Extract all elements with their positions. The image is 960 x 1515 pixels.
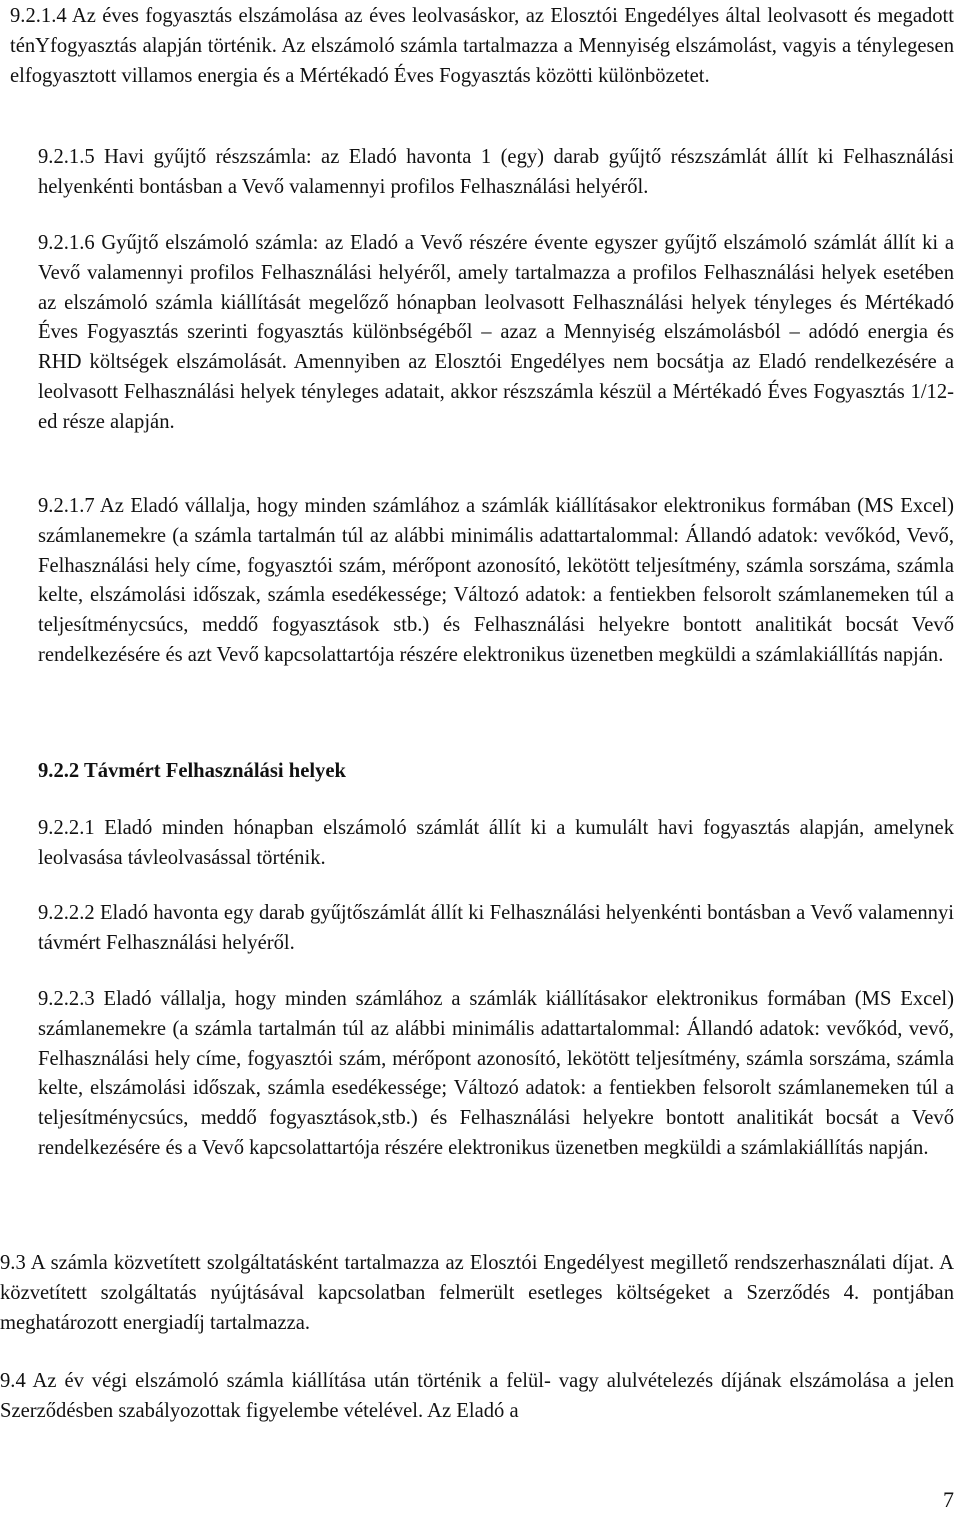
paragraph-9-4: 9.4 Az év végi elszámoló számla kiállítása után történik a felül- vagy alulvételezés díjának elszámolása a jelen Szerződésben szabályozottak figyelembe vételével. Az Eladó a [0,1370,954,1422]
paragraph-9-2-1-6: 9.2.1.6 Gyűjtő elszámoló számla: az Eladó a Vevő részére évente egyszer gyűjtő elszámoló számlát állít ki a Vevő valamennyi profilos Felhasználási helyéről, amely tartalmazza a profilos Felhasználási helyek esetében az elszámoló számla kiállítását megelőző hónapban leolvasott Felhasználási helyek tényleges és Mértékadó Éves Fogyasztás szerinti fogyasztás különbségéből – azaz a Mennyiség elszámolásból – adódó energia és RHD költségek elszámolását. Amennyiben az Elosztói Engedélyes nem bocsátja az Eladó rendelkezésére a leolvasott Felhasználási helyek tényleges adatait, akkor részszámla készül a Mértékadó Éves Fogyasztás 1/12-ed része alapján. [38,232,954,433]
paragraph-9-2-1-4: 9.2.1.4 Az éves fogyasztás elszámolása az éves leolvasáskor, az Elosztói Engedélyes által leolvasott és megadott ténYfogyasztás alapján történik. Az elszámoló számla tartalmazza a Mennyiség elszámolást, vagyis a ténylegesen elfogyasztott villamos energia és a Mértékadó Éves Fogyasztás közötti különbözetet. [10,5,954,87]
paragraph-9-3: 9.3 A számla közvetített szolgáltatásként tartalmazza az Elosztói Engedélyest megillető rendszerhasználati díjat. A közvetített szolgáltatás nyújtásával kapcsolatban felmerült esetleges költségeket a Szerződés 4. pontjában meghatározott energiadíj tartalmazza. [0,1252,954,1334]
paragraph-9-2-2-3: 9.2.2.3 Eladó vállalja, hogy minden számlához a számlák kiállításakor elektronikus formában (MS Excel) számlanemekre (a számla tartalmán túl az alábbi minimális adattartalommal: Állandó adatok: vevőkód, vevő, Felhasználási hely címe, fogyasztói szám, mérőpont azonosító, lekötött teljesítmény, számla sorszáma, számla kelte, elszámolási időszak, számla esedékessége; Változó adatok: a fentiekben felsorolt számlanemeken túl a teljesítménycsúcs, meddő fogyasztások,stb.) és Felhasználási helyekre bontott analitikát bocsát a Vevő rendelkezésére és a Vevő kapcsolattartója részére elektronikus üzenetben megküldi a számlakiállítás napján. [38,988,954,1159]
paragraph-9-2-2-1: 9.2.2.1 Eladó minden hónapban elszámoló számlát állít ki a kumulált havi fogyasztás alapján, amelynek leolvasása távleolvasással történik. [38,817,954,869]
paragraph-9-2-1-7: 9.2.1.7 Az Eladó vállalja, hogy minden számlához a számlák kiállításakor elektronikus formában (MS Excel) számlanemekre (a számla tartalmán túl az alábbi minimális adattartalommal: Állandó adatok: vevőkód, Vevő, Felhasználási hely címe, fogyasztói szám, mérőpont azonosító, lekötött teljesítmény, számla sorszáma, számla kelte, elszámolási időszak, számla esedékessége; Változó adatok: a fentiekben felsorolt számlanemeken túl a teljesítménycsúcs, meddő fogyasztások stb.) és Felhasználási helyekre bontott analitikát bocsát Vevő rendelkezésére és azt Vevő kapcsolattartója részére elektronikus üzenetben megküldi a számlakiállítás napján. [38,495,954,666]
section-heading-9-2-2: 9.2.2 Távmért Felhasználási helyek [38,760,346,782]
paragraph-9-2-1-5: 9.2.1.5 Havi gyűjtő részszámla: az Eladó havonta 1 (egy) darab gyűjtő részszámlát állít ki Felhasználási helyenkénti bontásban a Vevő valamennyi profilos Felhasználási helyéről. [38,146,954,198]
paragraph-9-2-2-2: 9.2.2.2 Eladó havonta egy darab gyűjtőszámlát állít ki Felhasználási helyenkénti bontásban a Vevő valamennyi távmért Felhasználási helyéről. [38,902,954,954]
page-number: 7 [943,1487,954,1512]
